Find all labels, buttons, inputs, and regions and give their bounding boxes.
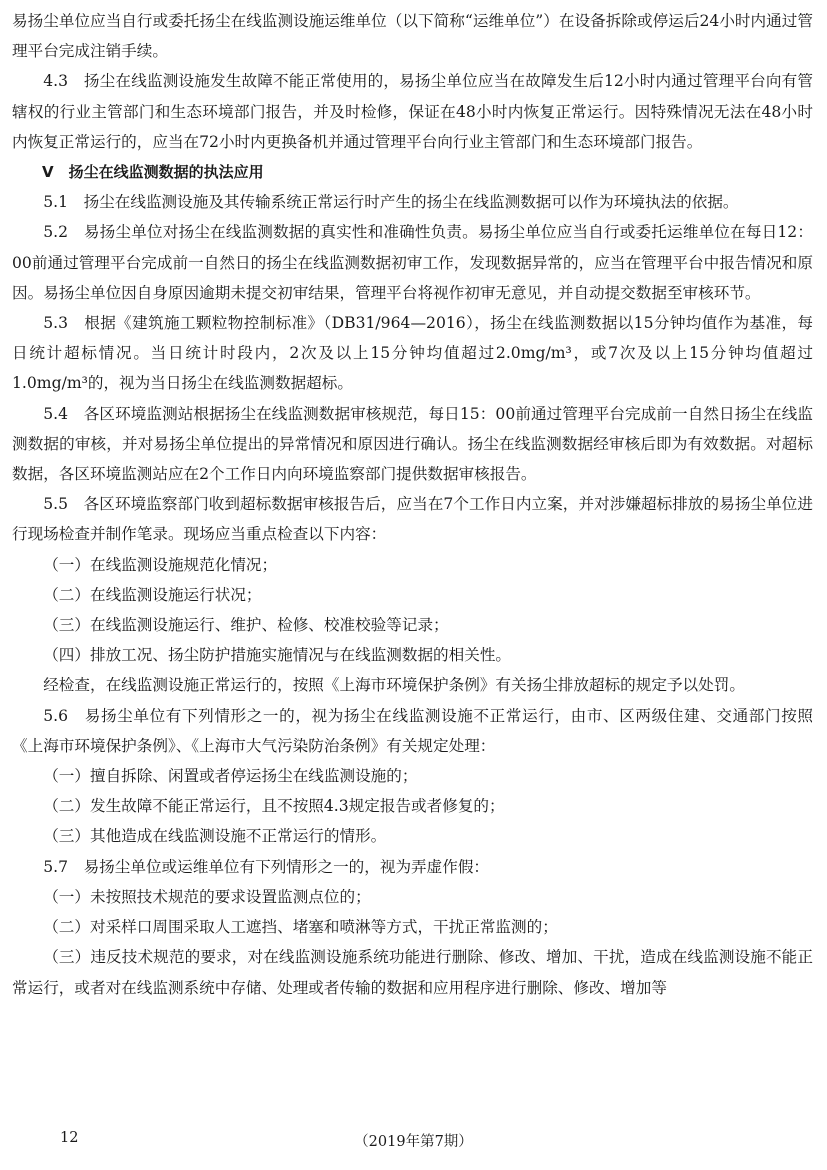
- document-body: [12, 6, 813, 1003]
- list-item-5-6-3: （三）其他造成在线监测设施不正常运行的情形。: [43, 827, 387, 846]
- paragraph-5-3: 5.3 根据《建筑施工颗粒物控制标准》（DB31/964—2016），扬尘在线监测数据以15分钟均值作为基准，每日统计超标情况。当日统计时段内，2次及以上15分钟均值超过2.0mg/m³，或7次及以上15分钟均值超过1.0mg/m³的，视为当日扬尘在线监测数据超标。: [12, 314, 813, 393]
- list-item-5-7-1: （一）未按照技术规范的要求设置监测点位的；: [43, 887, 371, 906]
- list-item-5-6-2: （二）发生故障不能正常运行，且不按照4.3规定报告或者修复的；: [43, 797, 505, 816]
- paragraph-5-5: 5.5 各区环境监察部门收到超标数据审核报告后，应当在7个工作日内立案，并对涉嫌超标排放的易扬尘单位进行现场检查并制作笔录。现场应当重点检查以下内容：: [12, 495, 813, 544]
- paragraph-5-1: 5.1 扬尘在线监测设施及其传输系统正常运行时产生的扬尘在线监测数据可以作为环境执法的依据。: [43, 193, 739, 212]
- paragraph-inspection-result: 经检查，在线监测设施正常运行的，按照《上海市环境保护条例》有关扬尘排放超标的规定予以处罚。: [43, 676, 745, 695]
- paragraph-4-3: 4.3 扬尘在线监测设施发生故障不能正常使用的，易扬尘单位应当在故障发生后12小时内通过管理平台向有管辖权的行业主管部门和生态环境部门报告，并及时检修，保证在48小时内恢复正常运行。因特殊情况无法在48小时内恢复正常运行的，应当在72小时内更换备机并通过管理平台向行业主管部门和生态环境部门报告。: [12, 72, 813, 151]
- list-item-5-5-3: （三）在线监测设施运行、维护、检修、校准校验等记录；: [43, 616, 449, 635]
- list-item-5-7-2: （二）对采样口周围采取人工遮挡、堵塞和喷淋等方式，干扰正常监测的；: [43, 918, 558, 937]
- page-footer: [0, 1130, 827, 1154]
- section-heading-v: Ⅴ 扬尘在线监测数据的执法应用: [42, 163, 264, 182]
- issue-label: （2019年第7期）: [354, 1134, 473, 1150]
- list-item-5-7-3: （三）违反技术规范的要求，对在线监测设施系统功能进行删除、修改、增加、干扰，造成在线监测设施不能正常运行，或者对在线监测系统中存储、处理或者传输的数据和应用程序进行删除、修改、增加等: [12, 948, 813, 997]
- list-item-5-5-1: （一）在线监测设施规范化情况；: [43, 555, 278, 574]
- page-number: 12: [60, 1130, 79, 1146]
- paragraph-5-6: 5.6 易扬尘单位有下列情形之一的，视为扬尘在线监测设施不正常运行，由市、区两级住建、交通部门按照《上海市环境保护条例》、《上海市大气污染防治条例》有关规定处理：: [12, 706, 813, 755]
- list-item-5-5-2: （二）在线监测设施运行状况；: [43, 585, 262, 604]
- paragraph-5-2: 5.2 易扬尘单位对扬尘在线监测数据的真实性和准确性负责。易扬尘单位应当自行或委托运维单位在每日12：00前通过管理平台完成前一自然日的扬尘在线监测数据初审工作，发现数据异常的，应当在管理平台中报告情况和原因。易扬尘单位因自身原因逾期未提交初审结果，管理平台将视作初审无意见，并自动提交数据至审核环节。: [12, 223, 813, 302]
- list-item-5-6-1: （一）擅自拆除、闲置或者停运扬尘在线监测设施的；: [43, 767, 418, 786]
- paragraph-5-4: 5.4 各区环境监测站根据扬尘在线监测数据审核规范，每日15：00前通过管理平台完成前一自然日扬尘在线监测数据的审核，并对易扬尘单位提出的异常情况和原因进行确认。扬尘在线监测数据经审核后即为有效数据。对超标数据，各区环境监测站应在2个工作日内向环境监察部门提供数据审核报告。: [12, 404, 813, 484]
- list-item-5-5-4: （四）排放工况、扬尘防护措施实施情况与在线监测数据的相关性。: [43, 646, 512, 665]
- paragraph-5-7: 5.7 易扬尘单位或运维单位有下列情形之一的，视为弄虚作假：: [43, 857, 490, 876]
- paragraph-continuation: 易扬尘单位应当自行或委托扬尘在线监测设施运维单位（以下简称“运维单位”）在设备拆除或停运后24小时内通过管理平台完成注销手续。: [12, 12, 813, 61]
